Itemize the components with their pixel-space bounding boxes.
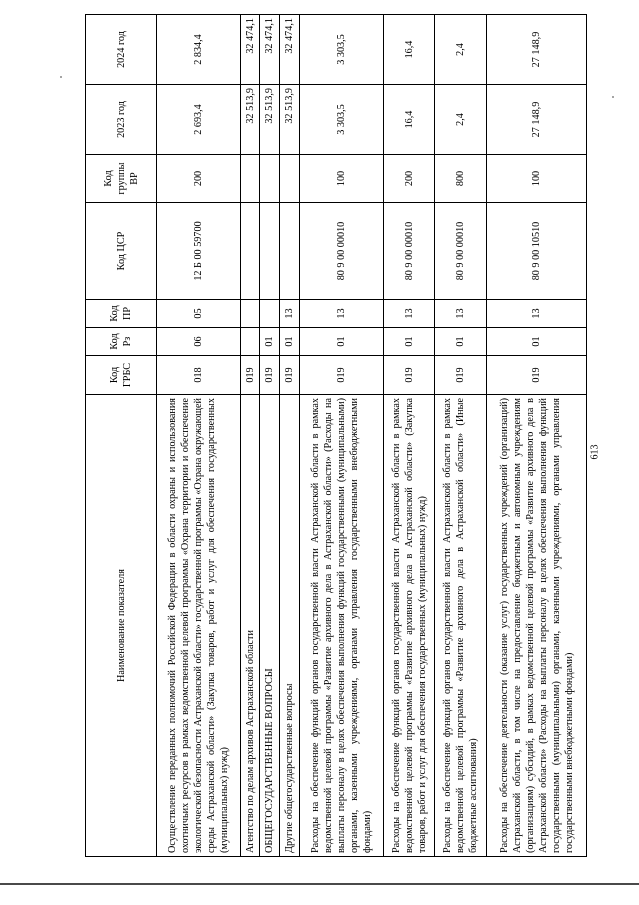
header-pr: Код ПР <box>86 300 157 328</box>
row-rz: 06 <box>157 328 241 356</box>
row-vr: 200 <box>157 155 241 203</box>
row-2023: 32 513,9 <box>280 85 300 155</box>
row-rz: 01 <box>487 328 587 356</box>
header-vr: Код группы ВР <box>86 155 157 203</box>
table-row <box>260 15 280 857</box>
row-grbs: 019 <box>240 356 260 395</box>
scan-speck <box>612 96 614 98</box>
row-pr <box>240 300 260 328</box>
row-grbs: 019 <box>280 356 300 395</box>
row-2023: 16,4 <box>383 85 435 155</box>
table-row <box>299 15 383 857</box>
row-pr: 13 <box>280 300 300 328</box>
header-name: Наименование показателя <box>86 395 157 857</box>
row-vr: 100 <box>487 155 587 203</box>
row-vr <box>280 155 300 203</box>
row-csr <box>240 203 260 300</box>
page-number: 613 <box>589 444 601 460</box>
row-pr: 05 <box>157 300 241 328</box>
scan-edge-line <box>0 883 639 885</box>
row-2023: 32 513,9 <box>260 85 280 155</box>
rotated-document <box>85 15 587 857</box>
row-2024: 27 148,9 <box>487 15 587 85</box>
row-2024: 32 474,1 <box>280 15 300 85</box>
row-csr: 80 9 00 00010 <box>299 203 383 300</box>
row-name: Агентство по делам архивов Астраханской области <box>240 395 260 857</box>
budget-table <box>85 14 587 857</box>
row-vr: 800 <box>435 155 487 203</box>
table-row <box>280 15 300 857</box>
row-rz: 01 <box>435 328 487 356</box>
row-grbs: 019 <box>299 356 383 395</box>
row-vr: 100 <box>299 155 383 203</box>
row-rz: 01 <box>383 328 435 356</box>
row-csr <box>280 203 300 300</box>
row-grbs: 018 <box>157 356 241 395</box>
row-2024: 16,4 <box>383 15 435 85</box>
row-rz: 01 <box>280 328 300 356</box>
row-pr: 13 <box>487 300 587 328</box>
row-csr: 80 9 00 00010 <box>435 203 487 300</box>
table-row <box>435 15 487 857</box>
row-grbs: 019 <box>487 356 587 395</box>
row-vr: 200 <box>383 155 435 203</box>
row-grbs: 019 <box>260 356 280 395</box>
row-name: Осуществление переданных полномочий Российской Федерации в области охраны и использования охотничьих ресурсов в рамках ведомственной целевой программы «Охрана территории и обеспечение экологической безопасности Астраханской области» государственной программы «Охрана окружающей среды Астраханской области» (Закупка товаров, работ и услуг для обеспечения государственных (муниципальных) нужд) <box>157 395 241 857</box>
row-pr <box>260 300 280 328</box>
row-2023: 2 693,4 <box>157 85 241 155</box>
row-csr: 80 9 00 10510 <box>487 203 587 300</box>
row-2023: 32 513,9 <box>240 85 260 155</box>
header-rz: Код Рз <box>86 328 157 356</box>
row-csr: 12 Б 00 59700 <box>157 203 241 300</box>
row-pr: 13 <box>299 300 383 328</box>
table-row <box>240 15 260 857</box>
row-2024: 32 474,1 <box>240 15 260 85</box>
row-name: Расходы на обеспечение функций органов государственной власти Астраханской области в рамках ведомственной целевой программы «Развитие архивного дела в Астраханской области» (Иные бюджетные ассигнования) <box>435 395 487 857</box>
row-rz: 01 <box>260 328 280 356</box>
row-2024: 2 834,4 <box>157 15 241 85</box>
row-2024: 32 474,1 <box>260 15 280 85</box>
row-name: Расходы на обеспечение функций органов государственной власти Астраханской области в рамках ведомственной целевой программы «Развитие архивного дела в Астраханской области» (Закупка товаров, работ и услуг для обеспечения государственных (муниципальных) нужд) <box>383 395 435 857</box>
row-name: ОБЩЕГОСУДАРСТВЕННЫЕ ВОПРОСЫ <box>260 395 280 857</box>
header-grbs: Код ГРБС <box>86 356 157 395</box>
row-2023: 3 303,5 <box>299 85 383 155</box>
header-2024: 2024 год <box>86 15 157 85</box>
row-rz <box>240 328 260 356</box>
row-csr: 80 9 00 00010 <box>383 203 435 300</box>
row-name: Расходы на обеспечение деятельности (оказание услуг) государственных учреждений (организаций) Астраханской области, в том числе на предоставление бюджетным и автономным учреждениям (организациям) субсидий, в рамках ведомственной целевой программы «Развитие архивного дела в Астраханской области» (Расходы на выплаты персоналу в целях обеспечения выполнения функций государственными (муниципальными) органами, казенными учреждениями, органами управления государственными внебюджетными фондами) <box>487 395 587 857</box>
row-vr <box>240 155 260 203</box>
row-2023: 27 148,9 <box>487 85 587 155</box>
header-2023: 2023 год <box>86 85 157 155</box>
table-header-row <box>86 15 157 857</box>
scan-speck <box>60 76 62 78</box>
table-row <box>383 15 435 857</box>
row-name: Другие общегосударственные вопросы <box>280 395 300 857</box>
row-2023: 2,4 <box>435 85 487 155</box>
table-row <box>487 15 587 857</box>
row-vr <box>260 155 280 203</box>
row-pr: 13 <box>435 300 487 328</box>
row-csr <box>260 203 280 300</box>
row-2024: 2,4 <box>435 15 487 85</box>
row-name: Расходы на обеспечение функций органов государственной власти Астраханской области в рамках ведомственной целевой программы «Развитие архивного дела в Астраханской области» (Расходы на выплаты персоналу в целях обеспечения выполнения функций государственными (муниципальными) органами, казенными учреждениями, органами управления государственными внебюджетными фондами) <box>299 395 383 857</box>
header-csr: Код ЦСР <box>86 203 157 300</box>
row-pr: 13 <box>383 300 435 328</box>
row-2024: 3 303,5 <box>299 15 383 85</box>
row-rz: 01 <box>299 328 383 356</box>
row-grbs: 019 <box>435 356 487 395</box>
row-grbs: 019 <box>383 356 435 395</box>
table-row <box>157 15 241 857</box>
